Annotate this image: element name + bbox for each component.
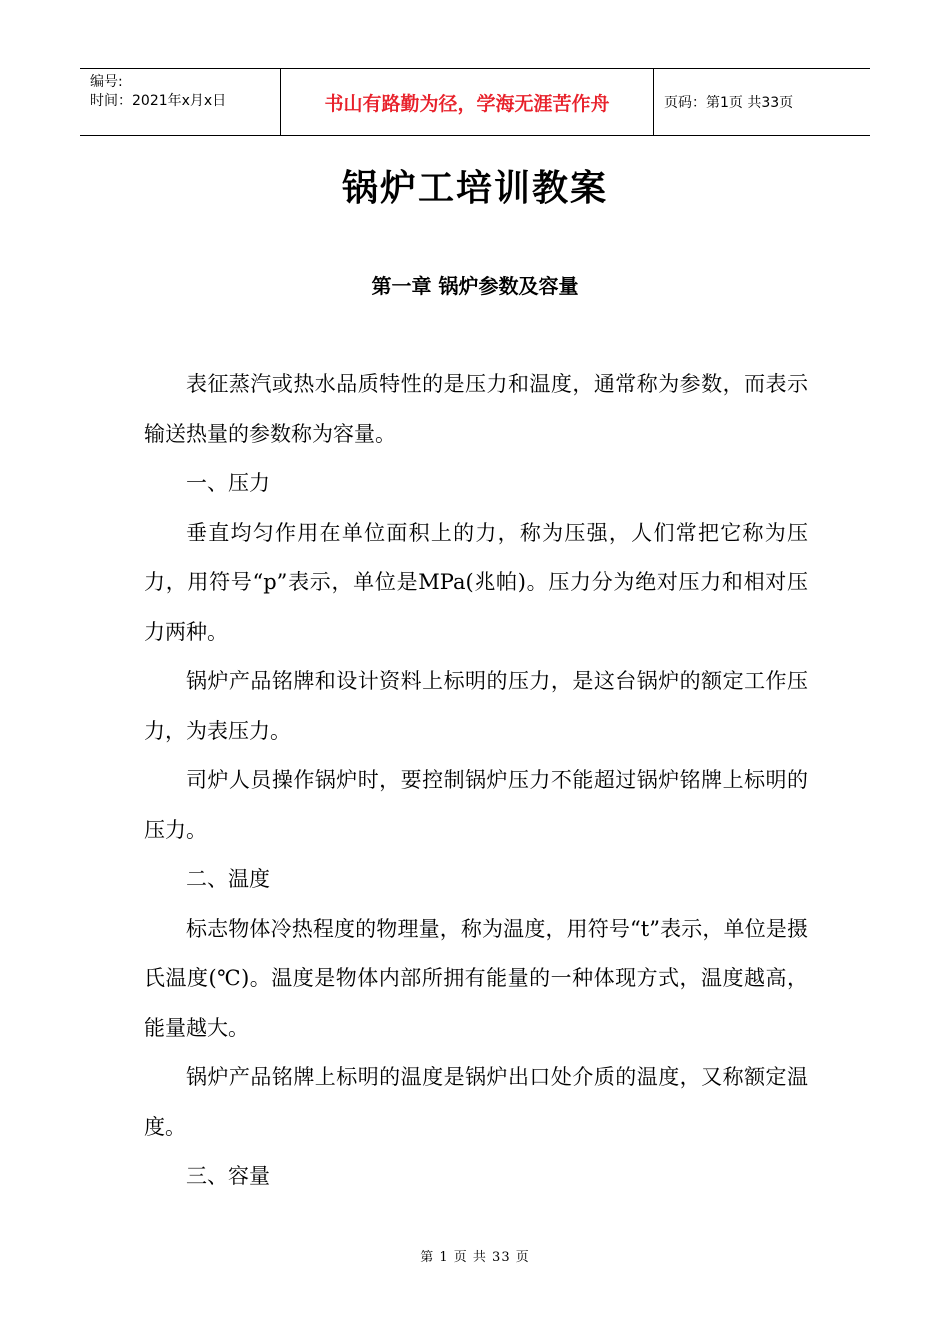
- section-heading-temperature: 二、温度: [186, 867, 270, 891]
- document-body: [144, 360, 808, 1202]
- paragraph: 表征蒸汽或热水品质特性的是压力和温度，通常称为参数，而表示输送热量的参数称为容量。: [144, 372, 808, 446]
- page-info: 页码：第1页 共33页: [664, 95, 794, 111]
- document-title: 锅炉工培训教案: [341, 168, 608, 209]
- motto-text: 书山有路勤为径，学海无涯苦作舟: [324, 92, 610, 115]
- paragraph: 司炉人员操作锅炉时，要控制锅炉压力不能超过锅炉铭牌上标明的压力。: [144, 768, 808, 842]
- number-label: 编号:: [90, 74, 123, 90]
- time-label: 时间：2021年x月x日: [90, 93, 227, 109]
- paragraph: 锅炉产品铭牌和设计资料上标明的压力，是这台锅炉的额定工作压力，为表压力。: [144, 669, 808, 743]
- section-heading-capacity: 三、容量: [186, 1164, 270, 1188]
- page-footer: 第 1 页 共 33 页: [420, 1250, 530, 1265]
- document-header: [80, 68, 870, 136]
- paragraph: 垂直均匀作用在单位面积上的力，称为压强，人们常把它称为压力，用符号“p”表示，单位是MPa(兆帕)。压力分为绝对压力和相对压力两种。: [144, 520, 808, 644]
- section-heading-pressure: 一、压力: [186, 471, 270, 495]
- header-meta-cell: [80, 69, 281, 135]
- header-motto-cell: [281, 69, 654, 135]
- paragraph: 标志物体冷热程度的物理量，称为温度，用符号“t”表示，单位是摄氏温度(℃)。温度是物体内部所拥有能量的一种体现方式，温度越高，能量越大。: [144, 916, 808, 1040]
- paragraph: 锅炉产品铭牌上标明的温度是锅炉出口处介质的温度，又称额定温度。: [144, 1065, 808, 1139]
- chapter-title: 第一章 锅炉参数及容量: [371, 274, 579, 298]
- header-page-cell: [654, 69, 870, 135]
